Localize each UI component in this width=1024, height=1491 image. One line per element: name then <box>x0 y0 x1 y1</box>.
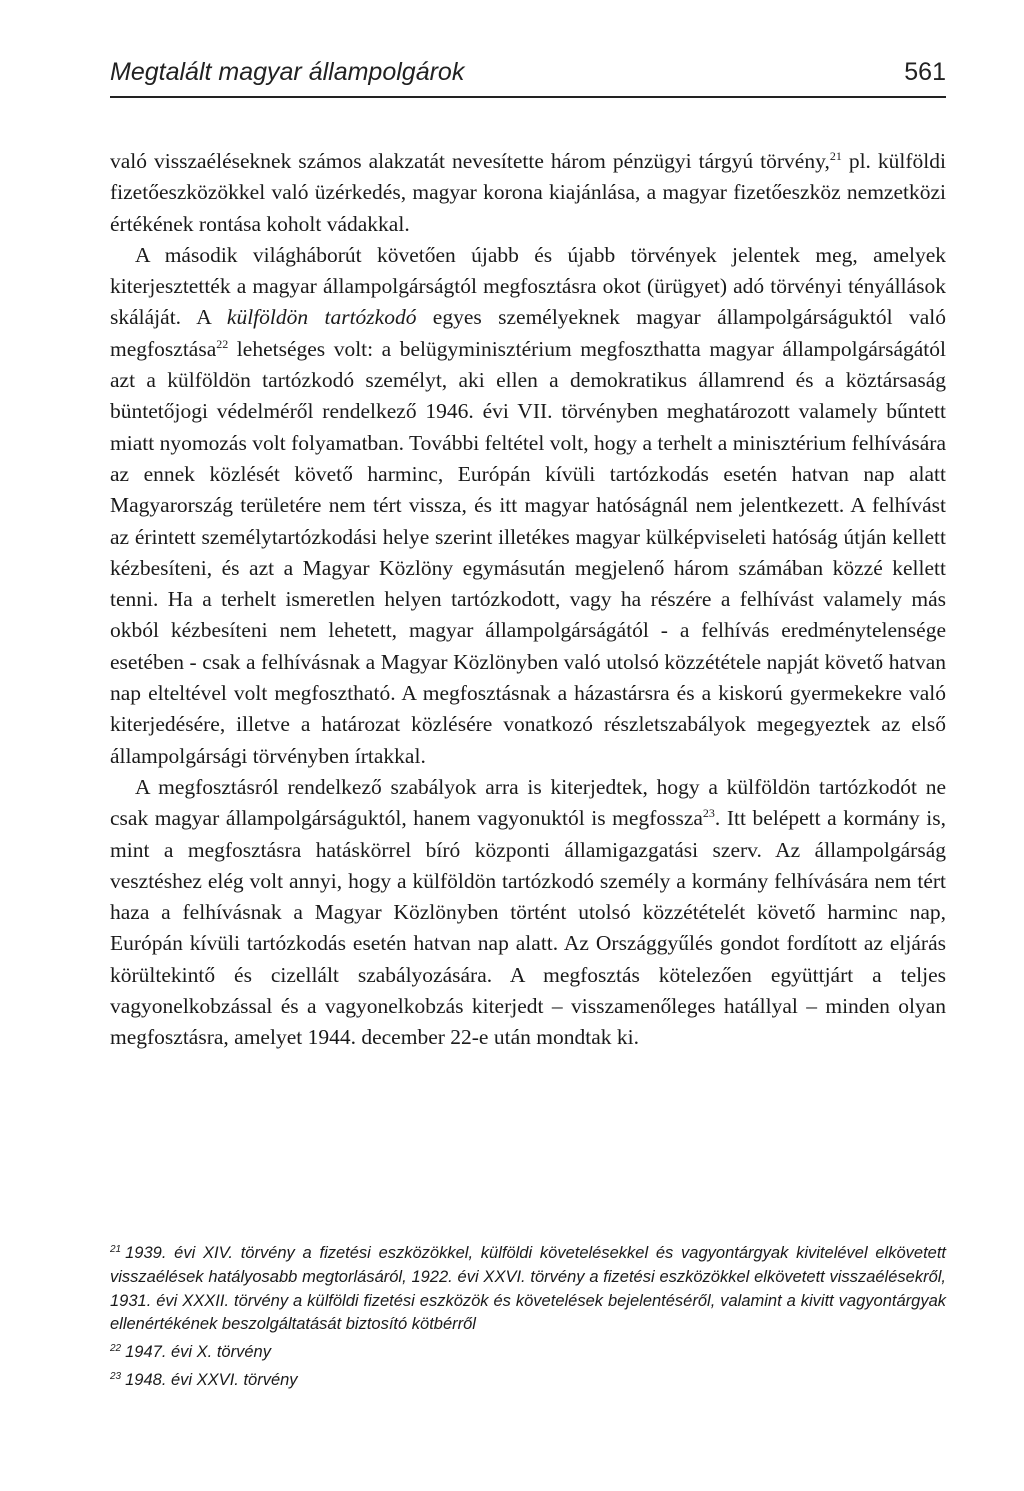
emphasis-text: külföldön tartózkodó <box>226 305 417 330</box>
footnote-21 <box>110 1238 946 1337</box>
footnote-text: 1948. évi XXVI. törvény <box>125 1370 298 1389</box>
footnote-number: 23 <box>110 1370 122 1382</box>
running-header <box>110 52 946 98</box>
paragraph-text: . Itt belépett a kormány is, mint a megfosztásra hatáskörrel bíró központi államigazgatási szerv. Az állampolgárság vesztéshez elég volt annyi, hogy a külföldön tartózkodó személy a kormány felhívására nem tért haza a felhívásnak a Magyar Közlönyben történt utolsó közzétételét követő harminc nap, Európán kívüli tartózkodás esetén hatvan nap alatt. Az Országgyűlés gondot fordított az eljárás körültekintő és cizellált szabályozására. A megfosztás kötelezően együttjárt a teljes vagyonelkobzással és a vagyonelkobzás kiterjedt – visszamenőleges hatállyal – minden olyan megfosztásra, amelyet 1944. december 22-e után mondtak ki. <box>110 806 947 1050</box>
paragraph-2 <box>110 240 946 772</box>
paragraph-text: pl. külföldi fizetőeszközökkel való üzérkedés, magyar korona kiajánlása, a magyar fizetőeszköz nemzetközi értékének rontása koholt vádakkal. <box>110 149 946 236</box>
footnote-23 <box>110 1365 946 1393</box>
footnote-ref-22: 22 <box>216 336 229 351</box>
paragraph-text: A megfosztásról rendelkező szabályok arra is kiterjedtek, hogy a külföldön tartózkodót ne csak magyar állampolgárságuktól, hanem vagyonuktól is megfossza <box>110 774 946 831</box>
page-number: 561 <box>904 58 946 86</box>
paragraph-3 <box>110 772 946 1054</box>
paragraph-text: való visszaéléseknek számos alakzatát nevesítette három pénzügyi tárgyú törvény, <box>110 149 830 173</box>
footnotes <box>110 1238 946 1393</box>
paragraph-1 <box>110 146 946 240</box>
body-text <box>110 146 946 1054</box>
paragraph-text: lehetséges volt: a belügyminisztérium megfoszthatta magyar állampolgárságától azt a külföldön tartózkodó személyt, aki ellen a demokratikus államrend és a köztársaság büntetőjogi védelméről rendelkező 1946. évi VII. törvényben meghatározott valamely bűntett miatt nyomozás volt folyamatban. További feltétel volt, hogy a terhelt a minisztérium felhívására az ennek közlését követő harminc, Európán kívüli tartózkodás esetén hatvan nap alatt Magyarország területére nem tért vissza, és itt magyar hatóságnál nem jelentkezett. A felhívást az érintett személytartózkodási helye szerint illetékes magyar külképviseleti hatóság útján kellett kézbesíteni, és azt a Magyar Közlöny egymásután megjelenő három számában közzé kellett tenni. Ha a terhelt ismeretlen helyen tartózkodott, vagy ha részére a felhívást valamely más okból kézbesíteni nem lehetett, magyar állampolgárságától - a felhívás eredménytelensége esetében - csak a felhívásnak a Magyar Közlönyben való utolsó közzététele napját követő hatvan nap elteltével volt megfosztható. A megfosztásnak a házastársra és a kiskorú gyermekekre való kiterjedésére, illetve a határozat közlésére vonatkozó részletszabályok megegyeztek az első állampolgársági törvényben írtakkal. <box>110 336 946 768</box>
footnote-ref-23: 23 <box>702 806 715 821</box>
paragraph-text: egyes személyeknek magyar állampolgárságuktól való megfosztása <box>110 305 946 361</box>
footnote-22 <box>110 1337 946 1365</box>
running-title: Megtalált magyar állampolgárok <box>110 58 465 86</box>
footnote-text: 1939. évi XIV. törvény a fizetési eszközökkel, külföldi követelésekkel és vagyontárgyak kivitelével elkövetett visszaélések hatályosabb megtorlásáról, 1922. évi XXVI. törvény a fizetési eszközökkel elkövetett visszaélésekről, 1931. évi XXXII. törvény a külföldi fizetési eszközök és követelések bejelentéséről, valamint a kivitt vagyontárgyak ellenértékének beszolgáltatását biztosító kötbérről <box>110 1244 946 1334</box>
footnote-number: 21 <box>110 1244 122 1255</box>
paragraph-text: A második világháborút követően újabb és újabb törvények jelentek meg, amelyek kiterjesztették a magyar állampolgárságtól megfosztásra okot (ürügyet) adó törvényi tényállások skáláját. A <box>110 242 946 330</box>
footnote-ref-21: 21 <box>829 149 842 163</box>
footnote-number: 22 <box>110 1343 122 1355</box>
footnote-text: 1947. évi X. törvény <box>125 1343 271 1362</box>
